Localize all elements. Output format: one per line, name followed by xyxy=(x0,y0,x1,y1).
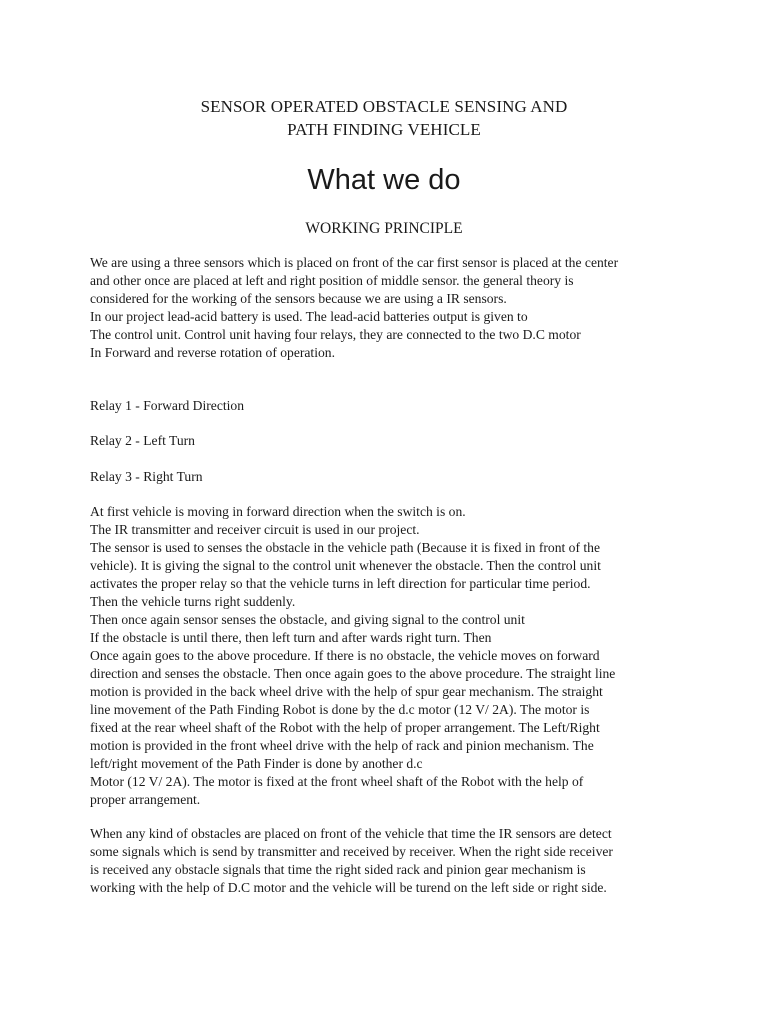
text-line: considered for the working of the sensors because we are using a IR sensors. xyxy=(90,291,507,306)
text-line: If the obstacle is until there, then left turn and after wards right turn. Then xyxy=(90,630,492,645)
text-line: motion is provided in the front wheel drive with the help of rack and pinion mechanism. The xyxy=(90,738,594,753)
paragraph-operation xyxy=(90,503,690,809)
text-line: left/right movement of the Path Finder is done by another d.c xyxy=(90,756,423,771)
text-line: direction and senses the obstacle. Then once again goes to the above procedure. The straight line xyxy=(90,666,616,681)
relay-item: Relay 1 - Forward Direction xyxy=(90,398,245,413)
document-title-line: SENSOR OPERATED OBSTACLE SENSING AND xyxy=(200,97,568,116)
text-line: Then the vehicle turns right suddenly. xyxy=(90,594,296,609)
text-line: When any kind of obstacles are placed on front of the vehicle that time the IR sensors are detect xyxy=(90,826,612,841)
text-line: The sensor is used to senses the obstacle in the vehicle path (Because it is fixed in front of the xyxy=(90,540,601,555)
document-title-line: PATH FINDING VEHICLE xyxy=(287,120,481,139)
text-line: motion is provided in the back wheel drive with the help of spur gear mechanism. The straight xyxy=(90,684,603,699)
text-line: Then once again sensor senses the obstacle, and giving signal to the control unit xyxy=(90,612,525,627)
text-line: The IR transmitter and receiver circuit is used in our project. xyxy=(90,522,420,537)
text-line: In our project lead-acid battery is used. The lead-acid batteries output is given to xyxy=(90,309,528,324)
text-line: In Forward and reverse rotation of operation. xyxy=(90,345,335,360)
text-line: vehicle). It is giving the signal to the control unit whenever the obstacle. Then the control unit xyxy=(90,558,601,573)
text-line: line movement of the Path Finding Robot is done by the d.c motor (12 V/ 2A). The motor is xyxy=(90,702,590,717)
page-heading: What we do xyxy=(307,164,461,196)
relay-item: Relay 2 - Left Turn xyxy=(90,433,195,448)
text-line: Once again goes to the above procedure. If there is no obstacle, the vehicle moves on forward xyxy=(90,648,600,663)
text-line: Motor (12 V/ 2A). The motor is fixed at the front wheel shaft of the Robot with the help of xyxy=(90,774,584,789)
text-line: fixed at the rear wheel shaft of the Robot with the help of proper arrangement. The Left/Right xyxy=(90,720,600,735)
text-line: At first vehicle is moving in forward direction when the switch is on. xyxy=(90,504,466,519)
text-line: activates the proper relay so that the vehicle turns in left direction for particular time period. xyxy=(90,576,591,591)
text-line: working with the help of D.C motor and the vehicle will be turend on the left side or right side. xyxy=(90,880,607,895)
text-line: We are using a three sensors which is placed on front of the car first sensor is placed at the center xyxy=(90,255,619,270)
relay-item: Relay 3 - Right Turn xyxy=(90,469,203,484)
text-line: is received any obstacle signals that time the right sided rack and pinion gear mechanism is xyxy=(90,862,586,877)
document-title xyxy=(0,95,768,141)
paragraph-detection xyxy=(90,825,690,897)
paragraph-intro xyxy=(90,254,690,362)
text-line: The control unit. Control unit having four relays, they are connected to the two D.C motor xyxy=(90,327,581,342)
section-heading: WORKING PRINCIPLE xyxy=(305,220,463,237)
text-line: and other once are placed at left and right position of middle sensor. the general theory is xyxy=(90,273,574,288)
text-line: proper arrangement. xyxy=(90,792,201,807)
text-line: some signals which is send by transmitter and received by receiver. When the right side receiver xyxy=(90,844,613,859)
